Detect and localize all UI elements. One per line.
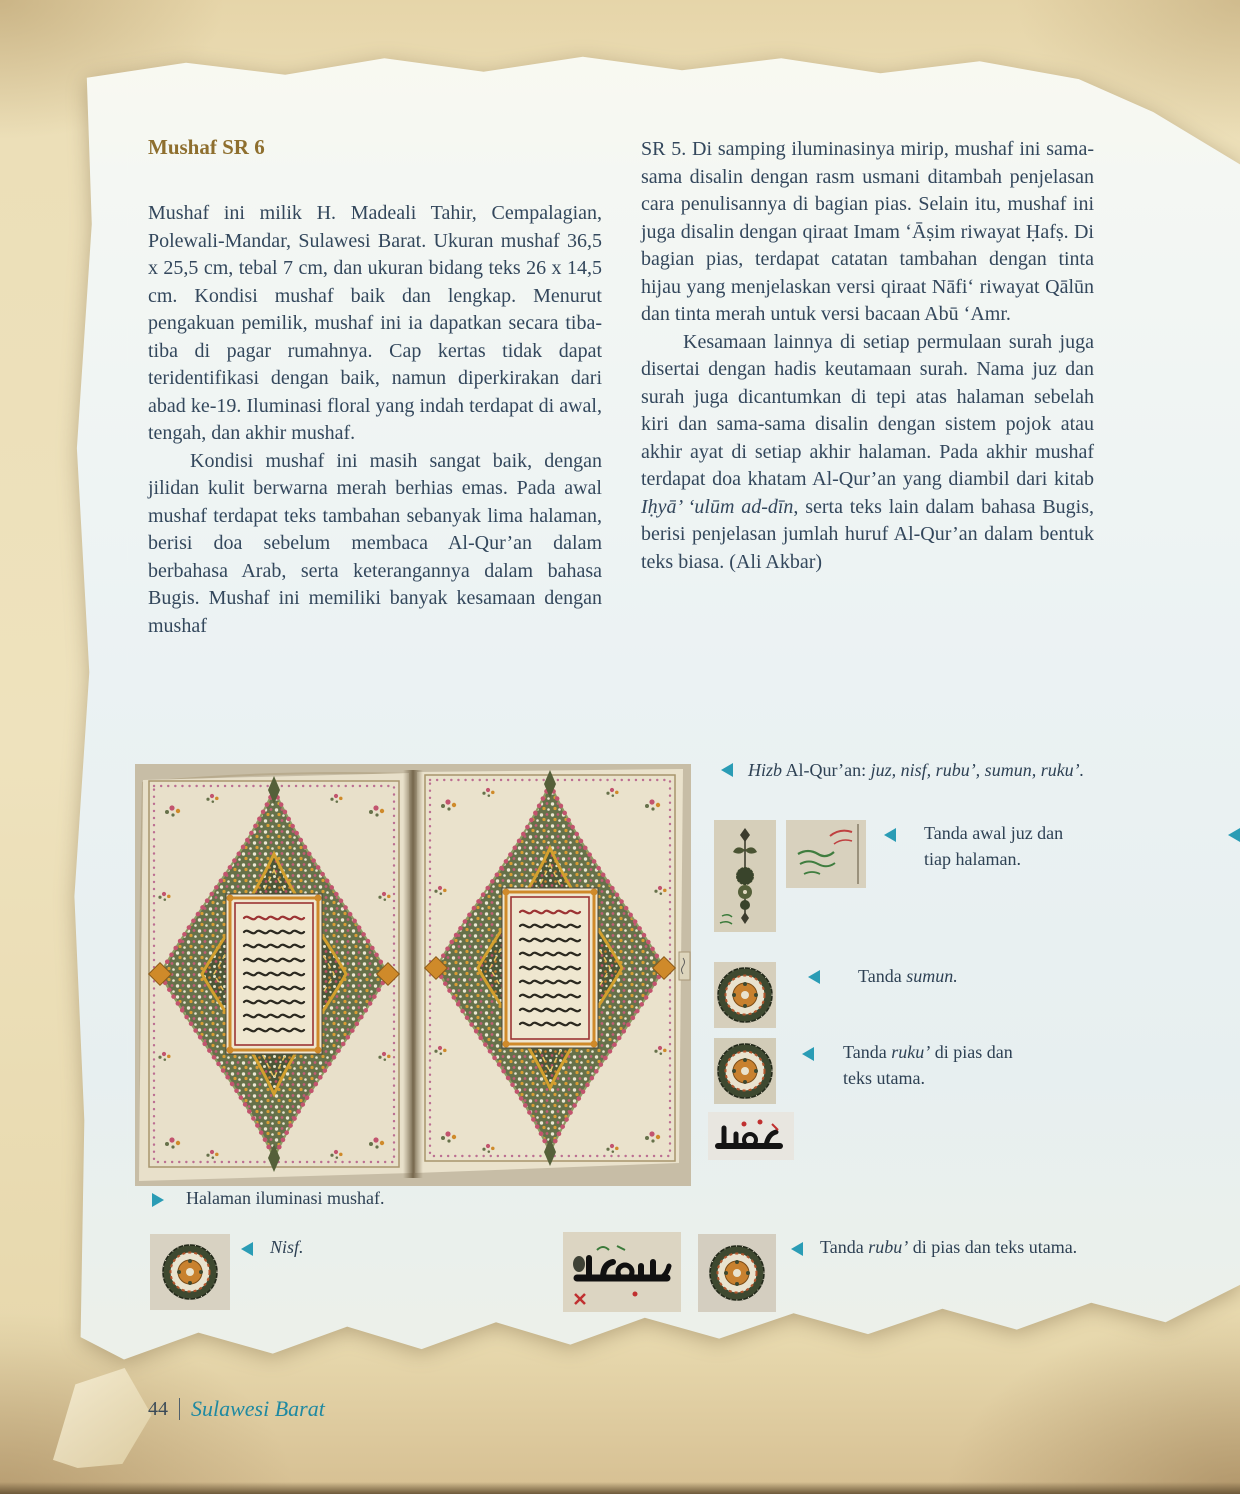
page-number: 44 bbox=[148, 1397, 168, 1420]
ruku-text-photo bbox=[708, 1112, 794, 1160]
caption-ruku bbox=[843, 1039, 1039, 1091]
caption-text: juz, nisf, rubu’, sumun, ruku’. bbox=[870, 760, 1085, 780]
right-arrow-icon bbox=[152, 1193, 164, 1207]
rubu-medallion-photo bbox=[698, 1234, 776, 1312]
paragraph: SR 5. Di samping iluminasinya mirip, mushaf ini sama-sama disalin dengan rasm usmani ditambah penjelasan cara penulisannya di bagian pias. Selain itu, mushaf ini juga disalin dengan qiraat Imam ‘Āṣim riwayat Ḥafṣ. Di bagian pias, terdapat catatan tambahan dengan tinta hijau yang menjelaskan versi qiraat Nāfi‘ riwayat Qālūn dan tinta merah untuk versi bacaan Abū ‘Amr. bbox=[641, 138, 1094, 325]
caption-hizb bbox=[748, 757, 1168, 783]
juz-marker-photo bbox=[714, 820, 776, 932]
caption-awal-juz: Tanda awal juz dan tiap halaman. bbox=[924, 823, 1064, 869]
paragraph bbox=[641, 329, 1094, 577]
section-title: Sulawesi Barat bbox=[191, 1396, 325, 1421]
left-arrow-icon bbox=[802, 1047, 814, 1061]
paragraph: Kondisi mushaf ini masih sangat baik, dengan jilidan kulit berwarna merah berhias emas. Pada awal mushaf terdapat teks tambahan sebanyak lima halaman, berisi doa sebelum membaca Al-Qur’an dalam berbahasa Arab, serta keterangannya dalam bahasa Bugis. Mushaf ini memiliki banyak kesamaan dengan mushaf bbox=[148, 449, 602, 637]
right-column bbox=[641, 136, 1094, 576]
left-column bbox=[148, 200, 602, 640]
left-arrow-icon bbox=[241, 1242, 253, 1256]
left-arrow-icon bbox=[721, 763, 733, 777]
rubu-text-photo bbox=[563, 1232, 681, 1312]
caption-text: rubu’ bbox=[868, 1237, 909, 1257]
ruku-medallion-photo bbox=[714, 1038, 776, 1104]
article-heading: Mushaf SR 6 bbox=[148, 135, 265, 159]
caption-sumun bbox=[858, 963, 1058, 989]
edge-left-arrow-icon bbox=[1228, 828, 1240, 842]
paragraph-text: , serta teks lain dalam bahasa Bugis, berisi penjelasan jumlah huruf Al-Qur’an dalam bentuk teks biasa. (Ali Akbar) bbox=[641, 495, 1095, 573]
caption-text: Tanda bbox=[820, 1237, 869, 1257]
nisf-medallion-photo bbox=[150, 1234, 230, 1310]
caption-text: Nisf. bbox=[270, 1237, 304, 1257]
paragraph-text: Kesamaan lainnya di setiap permulaan surah juga disertai dengan hadis keutamaan surah. Nama juz dan surah juga dicantumkan di tepi atas halaman sebelah kiri dan sama-sama disalin dengan sistem pojok atau akhir ayat di setiap akhir halaman. Pada akhir mushaf terdapat doa khatam Al-Qur’an yang diambil dari kitab bbox=[641, 330, 1094, 490]
caption-text: Tanda bbox=[858, 966, 907, 986]
caption-text: di pias dan teks utama. bbox=[908, 1237, 1078, 1257]
sumun-medallion-photo bbox=[714, 962, 776, 1028]
left-arrow-icon bbox=[808, 970, 820, 984]
caption-text: ruku’ bbox=[891, 1042, 931, 1062]
caption-text: Tanda bbox=[843, 1042, 892, 1062]
left-arrow-icon bbox=[884, 828, 896, 842]
caption-text: sumun. bbox=[906, 966, 958, 986]
left-arrow-icon bbox=[791, 1242, 803, 1256]
caption-nisf bbox=[270, 1234, 390, 1260]
caption-text: Al-Qur’an: bbox=[782, 760, 871, 780]
footer-divider bbox=[179, 1398, 180, 1420]
manuscript-photo bbox=[135, 764, 691, 1186]
juz-heading-photo bbox=[786, 820, 866, 888]
caption-text: Hizb bbox=[748, 760, 783, 780]
book-title-italic: Iḥyā’ ‘ulūm ad-dīn bbox=[641, 495, 794, 518]
paragraph: Mushaf ini milik H. Madeali Tahir, Cempalagian, Polewali-Mandar, Sulawesi Barat. Ukuran mushaf 36,5 x 25,5 cm, tebal 7 cm, dan ukuran bidang teks 26 x 14,5 cm. Kondisi mushaf baik dan lengkap. Menurut pengakuan pemilik, mushaf ini ia dapatkan secara tiba-tiba di pagar rumahnya. Cap kertas tidak dapat teridentifikasi dengan baik, namun diperkirakan dari abad ke-19. Iluminasi floral yang indah terdapat di awal, tengah, dan akhir mushaf. bbox=[148, 202, 602, 444]
page-footer bbox=[148, 1396, 325, 1422]
caption-rubu bbox=[820, 1234, 1140, 1260]
caption-iluminasi: Halaman iluminasi mushaf. bbox=[186, 1188, 385, 1208]
caption-text: di pias dan teks utama. bbox=[843, 1042, 1013, 1088]
